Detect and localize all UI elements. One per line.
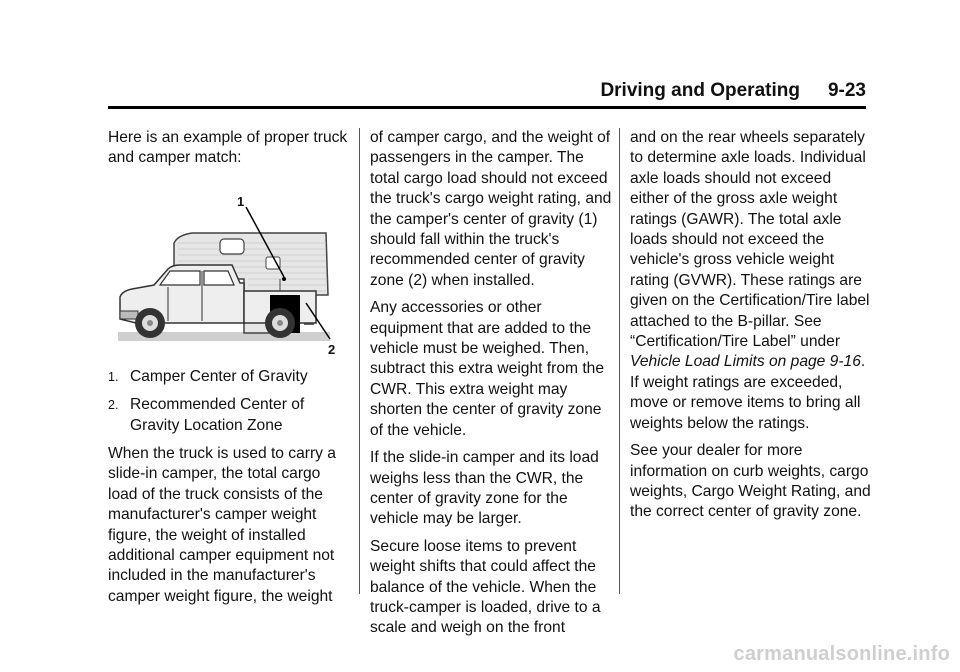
legend-item-1 [108, 367, 352, 387]
truck-camper-illustration [108, 183, 340, 361]
center-of-gravity-marker [282, 277, 286, 281]
column-divider-1 [359, 128, 360, 594]
legend-text: Recommended Center of Gravity Location Zone [130, 396, 305, 434]
paragraph-text: and on the rear wheels separately to determine axle loads. Individual axle loads should not exceed either of the gross axle weight ratings (GAWR). The total axle loads should not exceed the vehicle's gross vehicle weight rating (GVWR). These ratings are given on the Certification/Tire label attached to the B-pillar. See “Certification/Tire Label” under [630, 129, 870, 351]
paragraph: If the slide-in camper and its load weighs less than the CWR, the center of gravity zone for the vehicle may be larger. [370, 449, 599, 528]
paragraph: Any accessories or other equipment that are added to the vehicle must be weighed. Then, subtract this extra weight from the CWR. This extra weight may shorten the center of gravity zone of the vehicle. [370, 299, 605, 439]
paragraph: See your dealer for more information on curb weights, cargo weights, Cargo Weight Rating, and the correct center of gravity zone. [630, 442, 871, 521]
legend-text: Camper Center of Gravity [130, 367, 308, 385]
paragraph [630, 128, 874, 434]
section-title: Driving and Operating [600, 80, 800, 101]
legend-number: 2. [108, 398, 119, 413]
watermark: carmanualsonline.info [733, 643, 950, 665]
front-wheel [135, 308, 165, 338]
column-divider-2 [619, 128, 620, 594]
callout-1: 1 [237, 193, 245, 209]
cross-reference-link[interactable]: Vehicle Load Limits on page 9-16 [630, 353, 861, 371]
paragraph-text: . If weight ratings are exceeded, move or remove items to bring all weights below the ratings. [630, 353, 866, 432]
legend-number: 1. [108, 369, 119, 384]
page-number: 9-23 [827, 80, 866, 101]
column-1 [108, 128, 352, 614]
rear-wheel [265, 308, 295, 338]
column-3 [630, 128, 874, 530]
camper-window [220, 239, 244, 254]
truck-camper-drawing [108, 183, 340, 361]
paragraph: of camper cargo, and the weight of passengers in the camper. The total cargo load should not exceed the truck's cargo weight rating, and the camper's center of gravity (1) should fall within the truck's recommended center of gravity zone (2) when installed. [370, 129, 612, 289]
header-rule [108, 106, 866, 109]
callout-2: 2 [328, 341, 336, 357]
page-header [108, 80, 866, 106]
column-2 [370, 128, 614, 646]
legend-item-2 [108, 395, 352, 436]
camper-load-paragraph: When the truck is used to carry a slide-in camper, the total cargo load of the truck consists of the manufacturer's camper weight figure, the weight of installed additional camper equipment not included in the manufacturer's camper weight figure, the weight [108, 445, 336, 605]
intro-text: Here is an example of proper truck and camper match: [108, 129, 348, 167]
paragraph: Secure loose items to prevent weight shifts that could affect the balance of the vehicle. When the truck-camper is loaded, drive to a scale and weigh on the front [370, 537, 601, 637]
